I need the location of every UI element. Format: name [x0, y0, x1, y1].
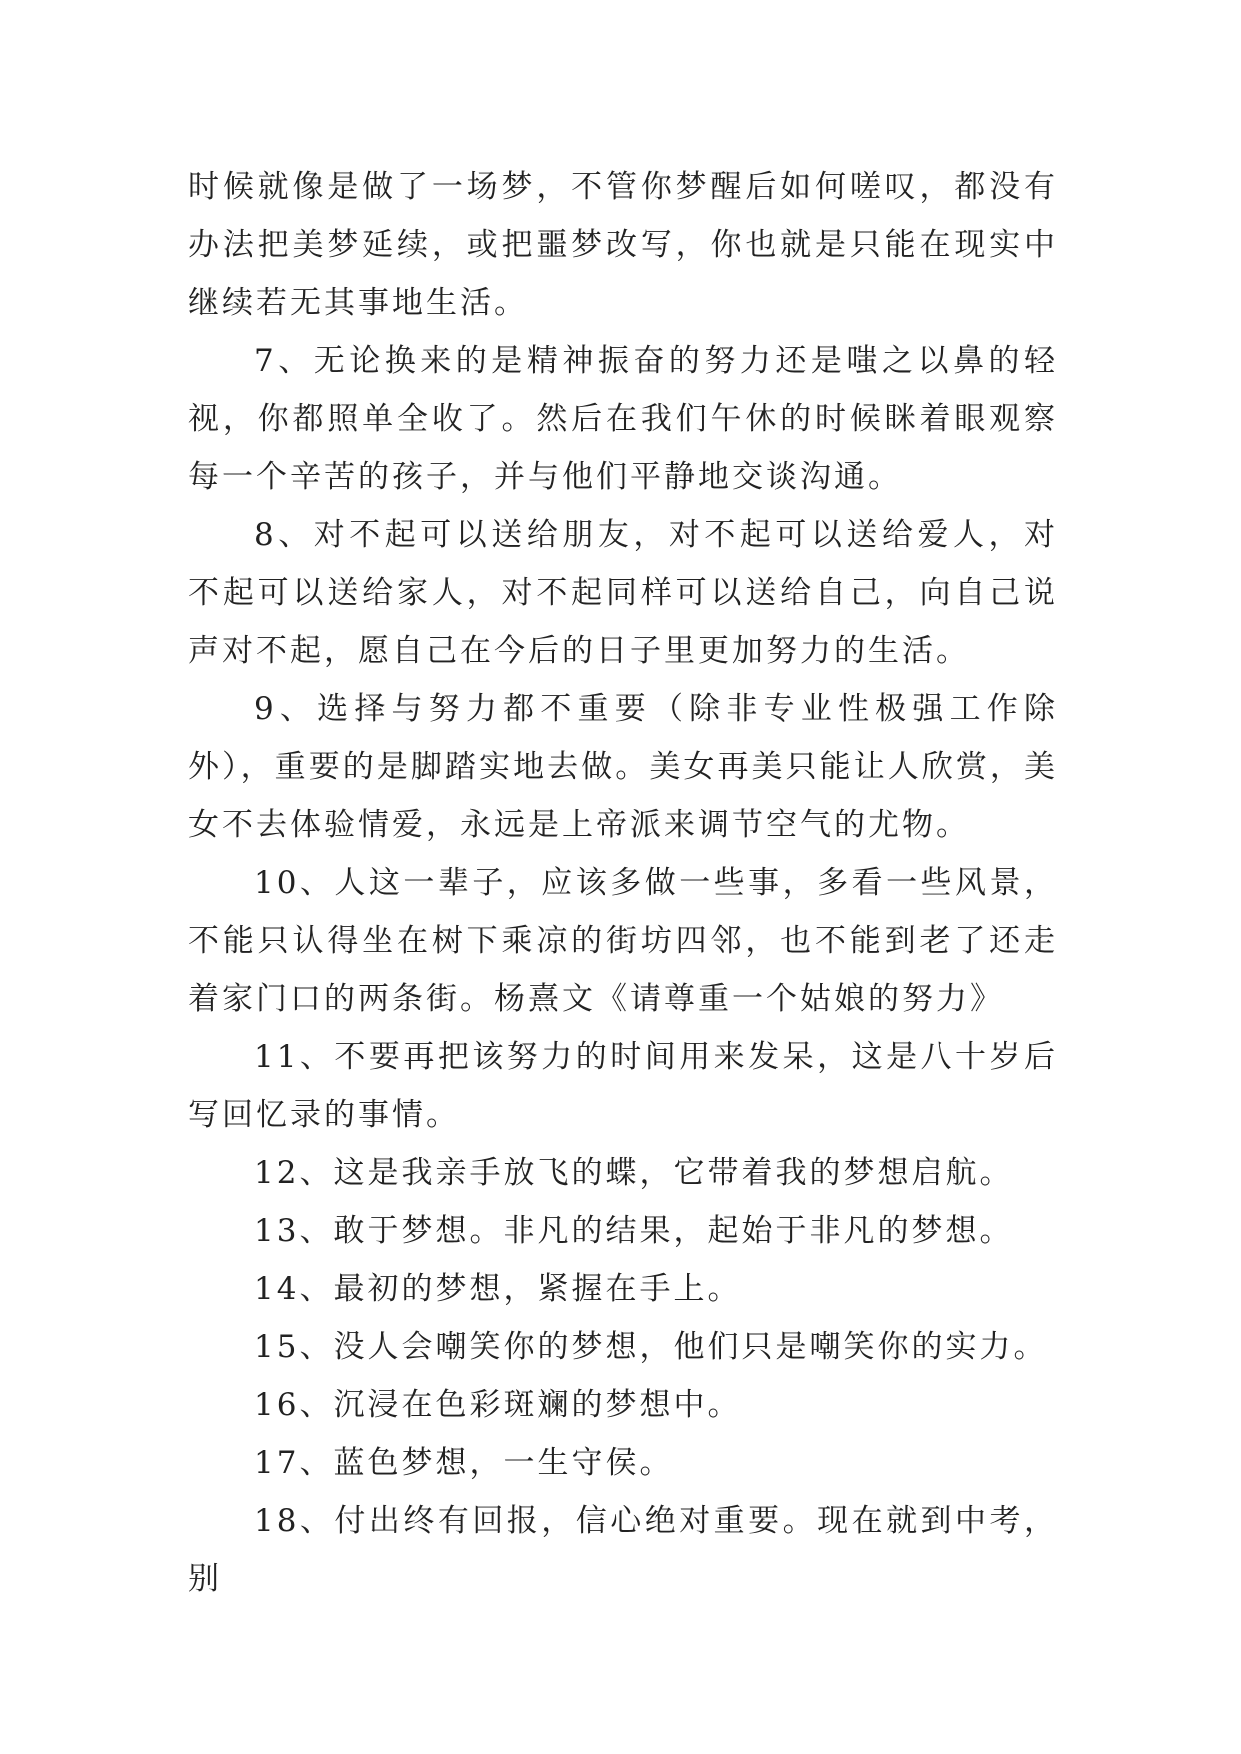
paragraph-item-16: 16、沉浸在色彩斑斓的梦想中。 — [254, 1387, 742, 1423]
paragraph-item-7: 7、无论换来的是精神振奋的努力还是嗤之以鼻的轻视，你都照单全收了。然后在我们午休的时候眯着眼观察每一个辛苦的孩子，并与他们平静地交谈沟通。 — [188, 343, 1058, 495]
paragraph-item-9: 9、选择与努力都不重要（除非专业性极强工作除外），重要的是脚踏实地去做。美女再美只能让人欣赏，美女不去体验情爱，永远是上帝派来调节空气的尤物。 — [188, 691, 1058, 843]
paragraph-item-10: 10、人这一辈子，应该多做一些事，多看一些风景，不能只认得坐在树下乘凉的街坊四邻，也不能到老了还走着家门口的两条街。杨熹文《请尊重一个姑娘的努力》 — [188, 865, 1058, 1017]
paragraph-item-12: 12、这是我亲手放飞的蝶，它带着我的梦想启航。 — [254, 1155, 1014, 1191]
paragraph-item-13: 13、敢于梦想。非凡的结果，起始于非凡的梦想。 — [254, 1213, 1014, 1249]
paragraph-continuation: 时候就像是做了一场梦，不管你梦醒后如何嗟叹，都没有办法把美梦延续，或把噩梦改写，你也就是只能在现实中继续若无其事地生活。 — [188, 169, 1058, 321]
paragraph-item-17: 17、蓝色梦想，一生守侯。 — [254, 1445, 674, 1481]
paragraph-item-18: 18、付出终有回报，信心绝对重要。现在就到中考，别 — [188, 1503, 1058, 1597]
paragraph-item-15: 15、没人会嘲笑你的梦想，他们只是嘲笑你的实力。 — [254, 1329, 1048, 1365]
paragraph-item-8: 8、对不起可以送给朋友，对不起可以送给爱人，对不起可以送给家人，对不起同样可以送给自己，向自己说声对不起，愿自己在今后的日子里更加努力的生活。 — [188, 517, 1058, 669]
paragraph-item-11: 11、不要再把该努力的时间用来发呆，这是八十岁后写回忆录的事情。 — [188, 1039, 1058, 1133]
paragraph-item-14: 14、最初的梦想，紧握在手上。 — [254, 1271, 742, 1307]
document-body — [188, 158, 1058, 1608]
